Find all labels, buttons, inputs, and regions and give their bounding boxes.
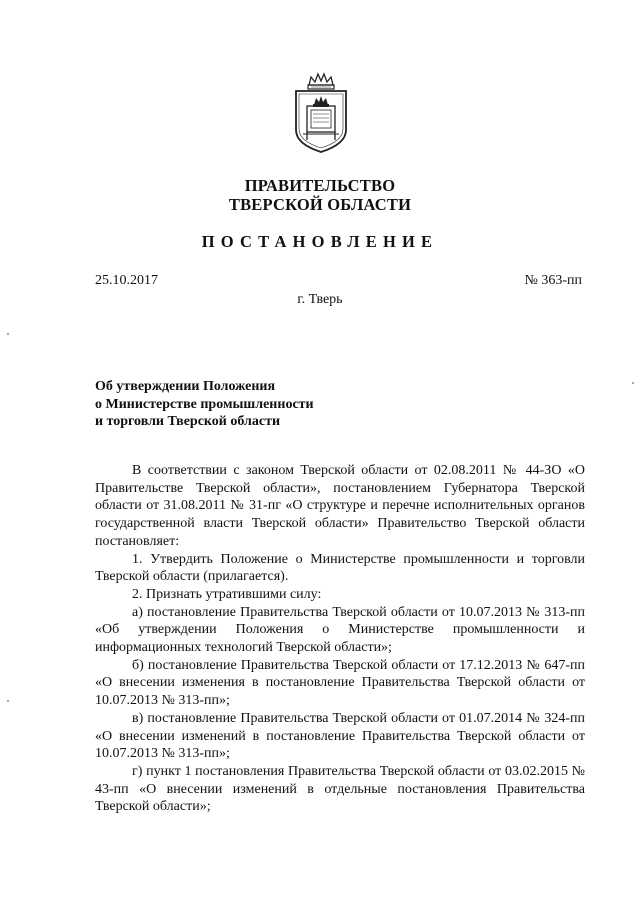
tver-coat-of-arms-icon: [291, 72, 351, 154]
document-body: [95, 462, 585, 816]
government-title-line1: ПРАВИТЕЛЬСТВО: [244, 176, 396, 195]
body-paragraph-preamble: В соответствии с законом Тверской области от 02.08.2011 № 44-ЗО «О Правительстве Тверской области», постановлением Губернатора Тверской области от 31.08.2011 № 31-пг «О структуре и перечне исполнительных органов государственной власти Тверской области» Правительство Тверской области постановляет:: [95, 463, 585, 549]
subject-line: и торговли Тверской области: [95, 414, 281, 429]
government-title-line2: ТВЕРСКОЙ ОБЛАСТИ: [228, 195, 412, 214]
document-place: г. Тверь: [297, 292, 343, 307]
scan-artifact: [7, 333, 9, 335]
body-paragraph-item-2d: г) пункт 1 постановления Правительства Тверской области от 03.02.2015 № 43-пп «О внесении изменений в отдельные постановления Правительства Тверской области»;: [95, 763, 585, 815]
subject-line: Об утверждении Положения: [95, 379, 276, 394]
document-number: № 363-пп: [524, 273, 582, 288]
subject-line: о Министерстве промышленности: [95, 396, 314, 412]
body-paragraph-item-2a: а) постановление Правительства Тверской области от 10.07.2013 № 313-пп «Об утверждении Положения о Министерстве промышленности и информационных технологий Тверской области»;: [95, 604, 585, 656]
scan-artifact: [7, 700, 9, 702]
document-type-heading: ПОСТАНОВЛЕНИЕ: [201, 232, 439, 251]
document-date: 25.10.2017: [95, 273, 158, 288]
body-paragraph-item-2b: б) постановление Правительства Тверской области от 17.12.2013 № 647-пп «О внесении изменения в постановление Правительства Тверской области от 10.07.2013 № 313-пп»;: [95, 657, 585, 709]
body-paragraph-item-1: 1. Утвердить Положение о Министерстве промышленности и торговли Тверской области (прилагается).: [95, 551, 585, 585]
document-subject: [95, 378, 314, 431]
scan-artifact: [632, 382, 634, 384]
body-paragraph-item-2c: в) постановление Правительства Тверской области от 01.07.2014 № 324-пп «О внесении изменений в постановление Правительства Тверской области от 10.07.2013 № 313-пп»;: [95, 710, 585, 762]
body-paragraph-item-2: 2. Признать утратившими силу:: [132, 586, 322, 602]
